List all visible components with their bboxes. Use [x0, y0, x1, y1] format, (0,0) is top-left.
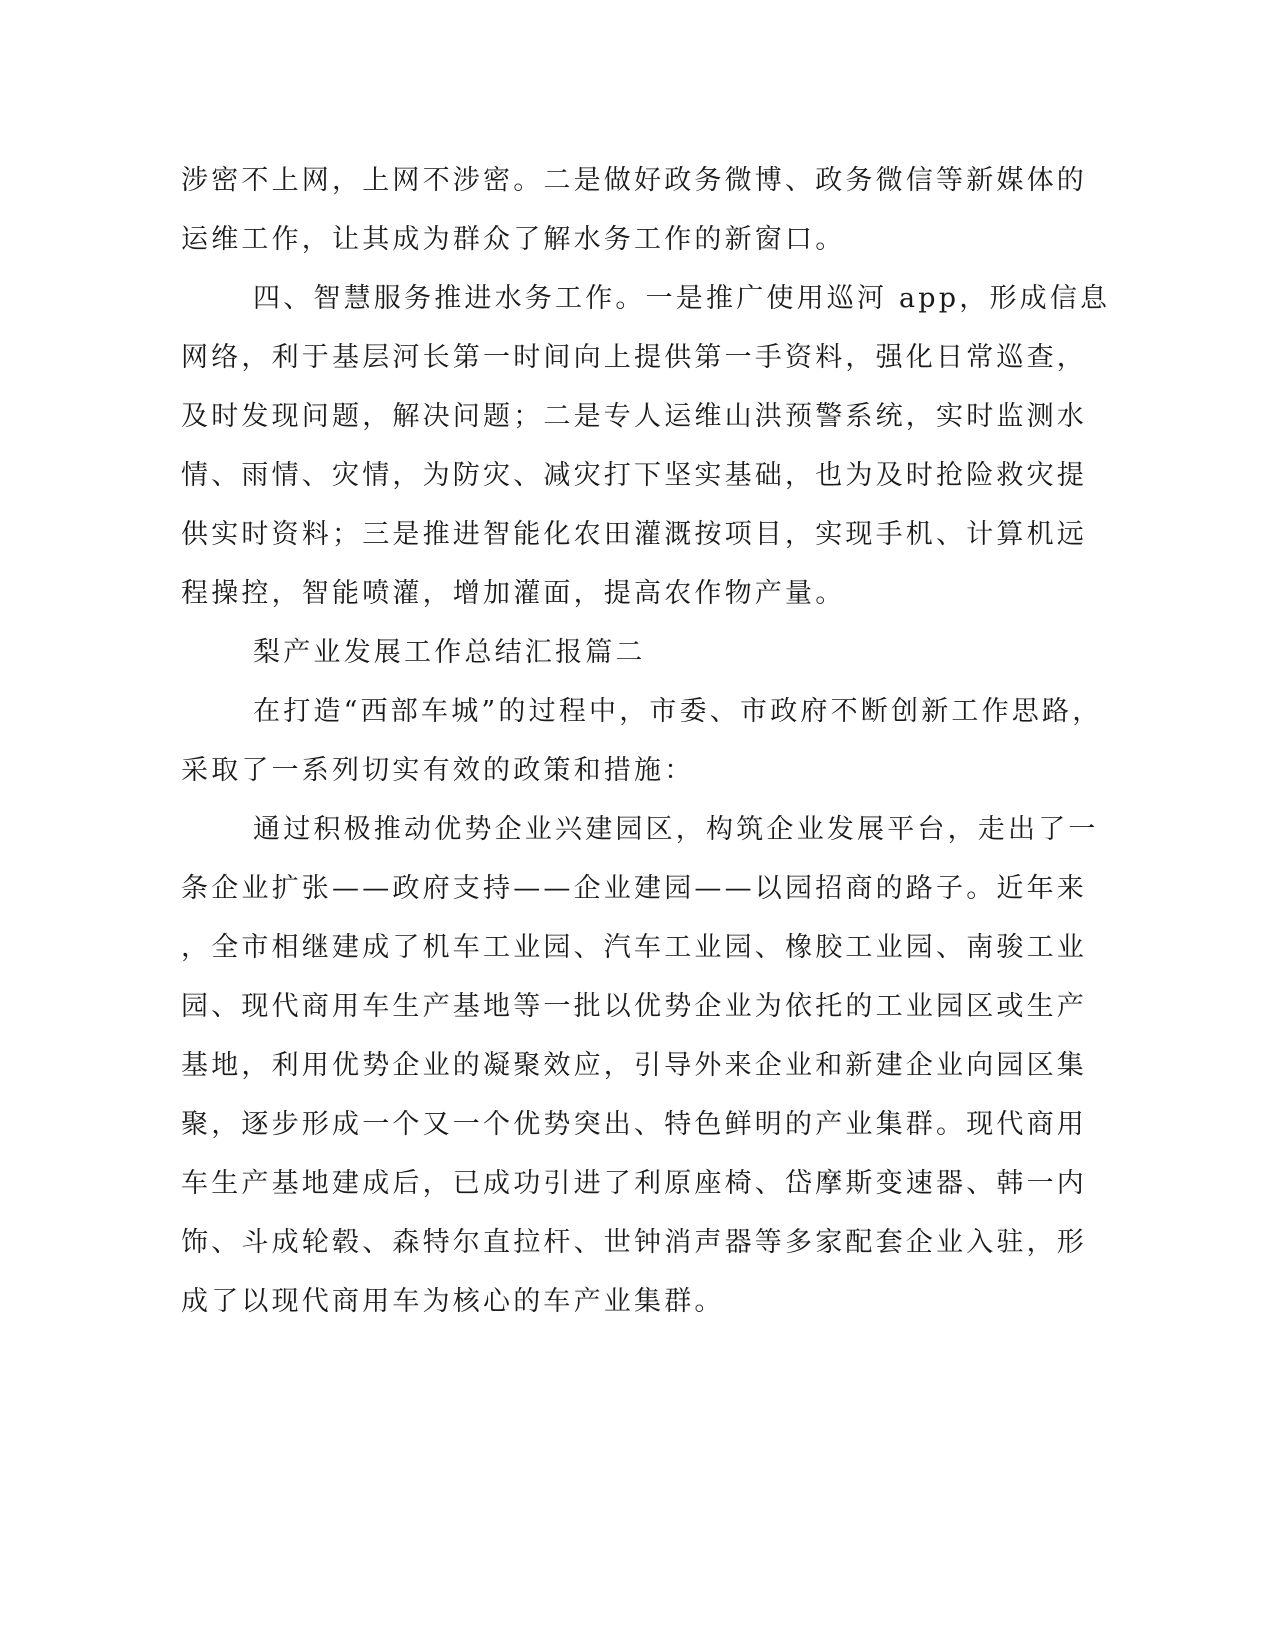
- section-heading: 梨产业发展工作总结汇报篇二: [253, 637, 646, 668]
- text-line: 及时发现问题，解决问题；二是专人运维山洪预警系统，实时监测水: [181, 401, 1087, 432]
- text-line: 网络，利于基层河长第一时间向上提供第一手资料，强化日常巡查，: [181, 342, 1087, 373]
- text-line: 条企业扩张——政府支持——企业建园——以园招商的路子。近年来: [181, 873, 1087, 904]
- text-line: ，全市相继建成了机车工业园、汽车工业园、橡胶工业园、南骏工业: [181, 932, 1087, 963]
- text-line: 园、现代商用车生产基地等一批以优势企业为依托的工业园区或生产: [181, 991, 1087, 1022]
- text-line: 采取了一系列切实有效的政策和措施：: [181, 755, 695, 786]
- text-line: 饰、斗成轮毂、森特尔直拉杆、世钟消声器等多家配套企业入驻，形: [181, 1227, 1087, 1258]
- text-line: 车生产基地建成后，已成功引进了利原座椅、岱摩斯变速器、韩一内: [181, 1168, 1087, 1199]
- text-line: 通过积极推动优势企业兴建园区，构筑企业发展平台，走出了一: [253, 814, 1099, 845]
- text-line: 情、雨情、灾情，为防灾、减灾打下坚实基础，也为及时抢险救灾提: [181, 460, 1087, 491]
- text-line: 运维工作，让其成为群众了解水务工作的新窗口。: [181, 224, 846, 255]
- text-line: 基地，利用优势企业的凝聚效应，引导外来企业和新建企业向园区集: [181, 1050, 1087, 1081]
- text-line: 程操控，智能喷灌，增加灌面，提高农作物产量。: [181, 578, 846, 609]
- text-line: 成了以现代商用车为核心的车产业集群。: [181, 1286, 725, 1317]
- text-line: 聚，逐步形成一个又一个优势突出、特色鲜明的产业集群。现代商用: [181, 1109, 1087, 1140]
- text-line: 供实时资料；三是推进智能化农田灌溉按项目，实现手机、计算机远: [181, 519, 1087, 550]
- text-line: 在打造“西部车城”的过程中，市委、市政府不断创新工作思路，: [253, 696, 1103, 727]
- text-line: 四、智慧服务推进水务工作。一是推广使用巡河 app，形成信息: [253, 283, 1111, 314]
- text-line: 涉密不上网，上网不涉密。二是做好政务微博、政务微信等新媒体的: [181, 165, 1087, 196]
